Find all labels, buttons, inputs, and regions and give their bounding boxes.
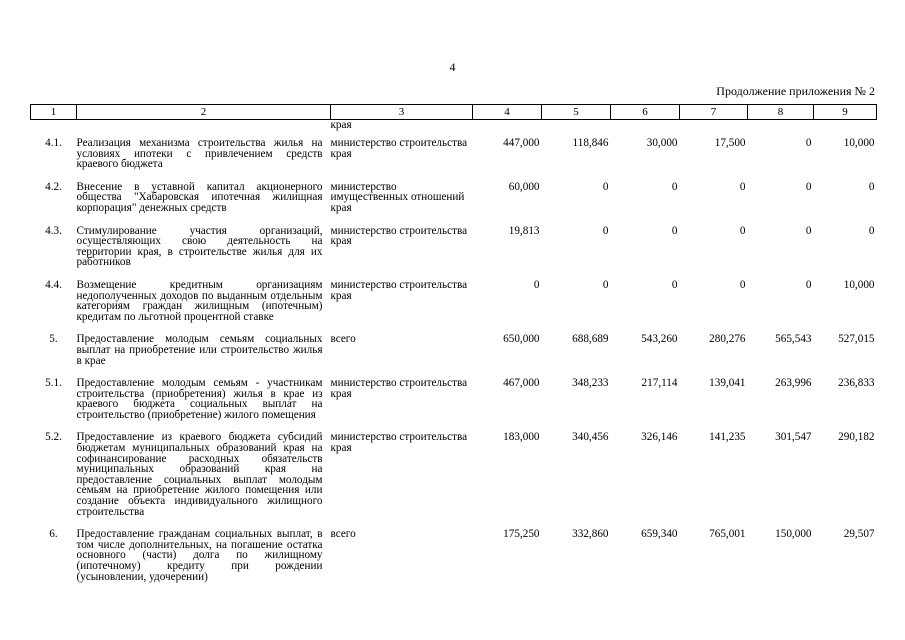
row-value-col6: 0 [671,224,678,237]
row-value-col6: 326,146 [641,431,678,444]
row-number: 5. [49,333,58,346]
row-value-col8: 0 [805,180,812,193]
row-value-col6: 0 [671,180,678,193]
budget-table [30,104,877,582]
row-name: Стимулирование участия организаций, осуществляющих свою деятельность на территории края, в строительстве жилья для их работников [76,224,323,269]
row-value-col9: 10,000 [843,278,875,291]
row-value-col5: 340,456 [572,431,609,444]
row-number: 4.2. [45,180,62,193]
row-executor: министерство имущественных отношений края [330,180,465,214]
row-value-col6: 217,114 [641,377,678,390]
row-number: 4.1. [45,137,62,149]
row-value-col7: 17,500 [714,137,746,149]
header-cell: 9 [814,105,877,120]
row-value-col6: 659,340 [641,528,678,541]
row-value-col8: 150,000 [775,528,812,541]
row-value-col8: 0 [805,224,812,237]
table-row [31,214,877,268]
row-value-col6: 30,000 [646,137,678,149]
row-value-col4: 650,000 [503,333,540,346]
row-name: Предоставление молодым семьям - участникам строительства (приобретения) жилья в крае из краевого бюджета социальных выплат на строительство (приобретение) жилого помещения [76,377,323,421]
row-value-col4: 19,813 [508,224,540,237]
row-name: Реализация механизма строительства жилья на условиях ипотеки с привлечением средств краевого бюджета [76,137,323,171]
row-value-col7: 765,001 [709,528,746,541]
row-value-col5: 332,860 [572,528,609,541]
row-value-col7: 0 [739,278,746,291]
header-cell: 7 [680,105,748,120]
row-value-col9: 527,015 [838,333,875,346]
header-cell: 6 [611,105,680,120]
table-body [31,134,877,582]
header-cell: 8 [748,105,814,120]
row-number: 5.1. [45,377,62,390]
row-value-col6: 543,260 [641,333,678,346]
row-executor: министерство строительства края [330,137,468,160]
row-value-col4: 60,000 [508,180,540,193]
table-row [31,268,877,322]
row-number: 4.3. [45,224,62,237]
table-row [31,420,877,517]
row-executor: министерство строительства края [330,377,468,400]
table-row [31,366,877,420]
row-value-col5: 0 [602,224,609,237]
row-value-col8: 565,543 [775,333,812,346]
page-number: 4 [449,60,456,74]
row-value-col5: 348,233 [572,377,609,390]
row-value-col7: 141,235 [709,431,746,444]
row-executor: министерство строительства края [330,224,468,248]
header-cell: 2 [77,105,331,120]
continuation-row [31,120,877,135]
row-value-col8: 0 [805,278,812,291]
appendix-label: Продолжение приложения № 2 [716,84,875,98]
row-value-col7: 139,041 [709,377,746,390]
row-value-col4: 447,000 [503,137,540,149]
row-value-col9: 290,182 [838,431,875,444]
row-number: 4.4. [45,278,62,291]
row-value-col4: 183,000 [503,431,540,444]
row-executor: министерство строительства края [330,278,468,302]
row-value-col7: 0 [739,180,746,193]
row-value-col9: 0 [868,224,875,237]
table-header-row [31,105,877,120]
row-value-col5: 0 [602,180,609,193]
header-cell: 1 [31,105,77,120]
row-value-col5: 0 [602,278,609,291]
row-value-col4: 0 [533,278,540,291]
row-name: Предоставление молодым семьям социальных выплат на приобретение или строительство жилья в крае [76,333,323,367]
row-value-col5: 118,846 [572,137,609,149]
row-executor: всего [330,333,356,346]
header-cell: 3 [331,105,473,120]
row-name: Предоставление из краевого бюджета субсидий бюджетам муниципальных образований края на софинансирование расходных обязательств муниципальных образований края на предоставление социальных выплат молодым семьям на приобретение жилого помещения или создание объекта индивидуального жилищного строительства [76,431,323,518]
continuation-text: края [330,119,352,131]
row-value-col9: 10,000 [843,137,875,149]
row-value-col6: 0 [671,278,678,291]
header-cell: 4 [473,105,542,120]
row-executor: всего [330,528,356,541]
row-value-col7: 280,276 [709,333,746,346]
row-name: Предоставление гражданам социальных выплат, в том числе дополнительных, на погашение остатка основного (части) долга по жилищному (ипотечному) кредиту при рождении (усыновлении, удочерении) [76,528,323,583]
table-row [31,322,877,366]
row-value-col9: 236,833 [838,377,875,390]
row-name: Внесение в уставной капитал акционерного общества "Хабаровская ипотечная жилищная корпорация" денежных средств [76,180,323,214]
row-value-col4: 467,000 [503,377,540,390]
row-value-col9: 29,507 [843,528,875,541]
row-value-col8: 0 [805,137,812,149]
row-value-col9: 0 [868,180,875,193]
table-row [31,134,877,170]
row-value-col8: 301,547 [775,431,812,444]
row-number: 5.2. [45,431,62,444]
row-executor: министерство строительства края [330,431,468,455]
row-value-col4: 175,250 [503,528,540,541]
row-value-col7: 0 [739,224,746,237]
row-value-col5: 688,689 [572,333,609,346]
row-name: Возмещение кредитным организациям недополученных доходов по выданным отдельным категориям граждан жилищным (ипотечным) кредитам по льготной процентной ставке [76,278,323,323]
header-cell: 5 [542,105,611,120]
row-number: 6. [49,528,58,541]
row-value-col8: 263,996 [775,377,812,390]
table-row [31,517,877,582]
table-row [31,170,877,214]
